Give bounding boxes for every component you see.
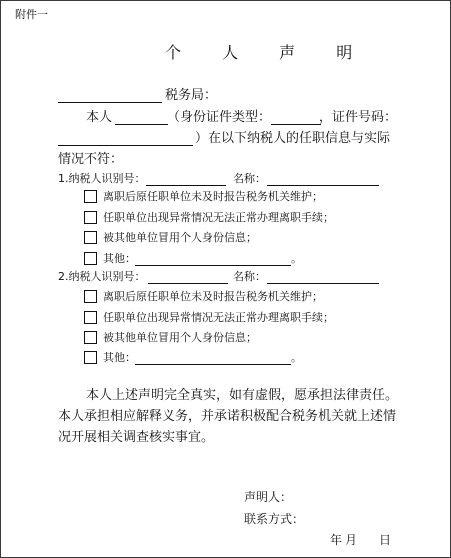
- section1-name-blank[interactable]: [267, 185, 379, 186]
- section2-taxpayer-id-blank[interactable]: [148, 283, 228, 284]
- section2-option-other: 其他：: [103, 351, 136, 364]
- date-day-label: 日: [379, 533, 392, 547]
- date-month-label: 月: [345, 533, 358, 547]
- page-title: 个 人 声 明: [165, 43, 371, 62]
- id-type-label: （身份证件类型：: [167, 110, 272, 125]
- section2-name-blank[interactable]: [267, 283, 379, 284]
- section2-checkbox-other[interactable]: [84, 351, 97, 364]
- person-name-blank[interactable]: [115, 124, 168, 125]
- mismatch-statement: ）在以下纳税人的任职信息与实际: [195, 131, 391, 146]
- id-type-blank[interactable]: [271, 124, 321, 125]
- contact-label: 联系方式：: [244, 512, 305, 526]
- section1-taxpayer-id-label: 1.纳税人识别号：: [58, 172, 146, 185]
- section1-option-identity-misused: 被其他单位冒用个人身份信息；: [103, 231, 257, 244]
- date-year-label: 年: [330, 533, 343, 547]
- section1-checkbox-former-employer[interactable]: [84, 190, 97, 203]
- mismatch-label: 情况不符：: [58, 152, 124, 167]
- tax-bureau-blank[interactable]: [58, 102, 162, 103]
- section2-taxpayer-id-label: 2.纳税人识别号：: [58, 270, 146, 283]
- declaration-line-1: 本人上述声明完全真实，如有虚假，愿承担法律责任。: [86, 388, 399, 403]
- section2-other-blank[interactable]: [135, 364, 291, 365]
- id-number-label: ，证件号码：: [319, 110, 398, 125]
- declaration-line-3: 况开展相关调查核实事宜。: [58, 430, 215, 445]
- section1-checkbox-other[interactable]: [84, 252, 97, 265]
- section1-other-period: 。: [291, 252, 302, 265]
- section1-name-label: 名称：: [233, 172, 266, 185]
- person-label: 本人: [86, 110, 113, 125]
- section1-checkbox-identity-misused[interactable]: [84, 231, 97, 244]
- section1-option-former-employer: 离职后原任职单位未及时报告税务机关维护；: [103, 190, 323, 203]
- section1-checkbox-abnormal-employer[interactable]: [84, 211, 97, 224]
- section2-checkbox-abnormal-employer[interactable]: [84, 311, 97, 324]
- section2-option-abnormal-employer: 任职单位出现异常情况无法正常办理离职手续；: [103, 311, 334, 324]
- section2-name-label: 名称：: [233, 270, 266, 283]
- section2-option-former-employer: 离职后原任职单位未及时报告税务机关维护；: [103, 290, 323, 303]
- attachment-label: 附件一: [15, 8, 48, 21]
- section2-other-period: 。: [291, 351, 302, 364]
- id-number-blank[interactable]: [58, 145, 193, 146]
- section2-checkbox-former-employer[interactable]: [84, 290, 97, 303]
- declaration-line-2: 本人承担相应解释义务，并承诺积极配合税务机关就上述情: [58, 409, 397, 424]
- section1-option-other: 其他：: [103, 252, 136, 265]
- section2-checkbox-identity-misused[interactable]: [84, 331, 97, 344]
- section1-option-abnormal-employer: 任职单位出现异常情况无法正常办理离职手续；: [103, 211, 334, 224]
- tax-bureau-label: 税务局：: [165, 88, 218, 103]
- section1-other-blank[interactable]: [135, 265, 291, 266]
- declarant-label: 声明人：: [244, 490, 293, 504]
- section2-option-identity-misused: 被其他单位冒用个人身份信息；: [103, 331, 257, 344]
- section1-taxpayer-id-blank[interactable]: [146, 185, 226, 186]
